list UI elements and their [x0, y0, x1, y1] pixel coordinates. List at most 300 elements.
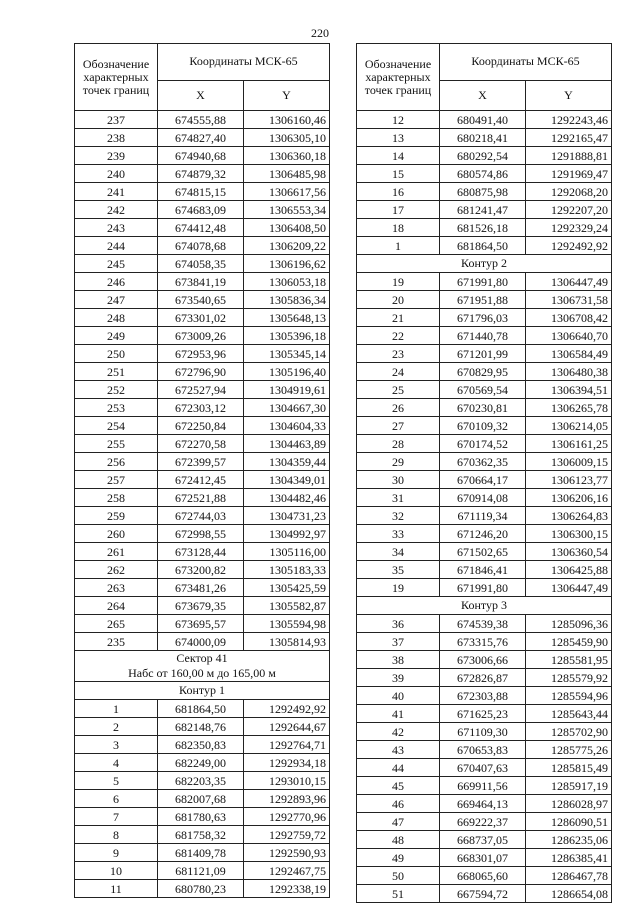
point-number: 46 [357, 795, 440, 813]
sector-subtitle: Набс от 160,00 м до 165,00 м [128, 666, 276, 680]
coord-x: 674940,68 [158, 147, 244, 165]
point-number: 38 [357, 651, 440, 669]
coord-x: 673481,26 [158, 579, 244, 597]
coord-x: 673009,26 [158, 327, 244, 345]
table-row [75, 471, 330, 489]
coord-x: 680875,98 [440, 183, 526, 201]
coord-x: 672303,88 [440, 687, 526, 705]
coord-y: 1304359,44 [244, 453, 330, 471]
coord-y: 1306009,15 [526, 453, 612, 471]
coord-x: 680491,40 [440, 111, 526, 129]
coord-x: 672250,84 [158, 417, 244, 435]
table-row [357, 705, 612, 723]
table-row [357, 399, 612, 417]
coord-x: 670407,63 [440, 759, 526, 777]
coord-y: 1292759,72 [244, 826, 330, 844]
coord-x: 681409,78 [158, 844, 244, 862]
table-row [357, 219, 612, 237]
coord-x: 668301,07 [440, 849, 526, 867]
coord-y: 1305648,13 [244, 309, 330, 327]
point-number: 26 [357, 399, 440, 417]
coord-y: 1292068,20 [526, 183, 612, 201]
coord-y: 1291969,47 [526, 165, 612, 183]
coord-y: 1306305,10 [244, 129, 330, 147]
table-row [357, 129, 612, 147]
table-row [75, 291, 330, 309]
table-row [75, 736, 330, 754]
table-row [357, 471, 612, 489]
point-number: 44 [357, 759, 440, 777]
coord-x: 672399,57 [158, 453, 244, 471]
coord-y: 1306161,25 [526, 435, 612, 453]
table-row [357, 507, 612, 525]
table-row [75, 417, 330, 435]
point-number: 47 [357, 813, 440, 831]
table-row [75, 826, 330, 844]
coord-x: 674815,15 [158, 183, 244, 201]
coord-y: 1304667,30 [244, 399, 330, 417]
coord-x: 667594,72 [440, 885, 526, 903]
point-number: 265 [75, 615, 158, 633]
coord-y: 1292467,75 [244, 862, 330, 880]
coord-x: 680574,86 [440, 165, 526, 183]
coord-y: 1306425,88 [526, 561, 612, 579]
point-number: 37 [357, 633, 440, 651]
point-number: 238 [75, 129, 158, 147]
table-row [75, 147, 330, 165]
header-coordinates: Координаты МСК-65 [440, 44, 612, 81]
right-contour-3-block [357, 597, 612, 615]
coord-y: 1306360,18 [244, 147, 330, 165]
coord-y: 1285815,49 [526, 759, 612, 777]
point-number: 30 [357, 471, 440, 489]
coord-x: 681780,63 [158, 808, 244, 826]
coord-x: 669911,56 [440, 777, 526, 795]
coord-x: 671109,30 [440, 723, 526, 741]
point-number: 243 [75, 219, 158, 237]
table-row [357, 777, 612, 795]
sector-heading [75, 651, 330, 682]
coord-x: 670174,52 [440, 435, 526, 453]
coord-x: 672270,58 [158, 435, 244, 453]
point-number: 253 [75, 399, 158, 417]
coord-y: 1306300,15 [526, 525, 612, 543]
coord-y: 1286385,41 [526, 849, 612, 867]
coord-x: 672953,96 [158, 345, 244, 363]
table-row [357, 723, 612, 741]
coord-y: 1304731,23 [244, 507, 330, 525]
table-row [75, 525, 330, 543]
point-number: 32 [357, 507, 440, 525]
point-number: 4 [75, 754, 158, 772]
table-row [357, 201, 612, 219]
table-row [357, 759, 612, 777]
coord-y: 1292590,93 [244, 844, 330, 862]
point-number: 3 [75, 736, 158, 754]
table-row [357, 147, 612, 165]
coord-x: 673301,02 [158, 309, 244, 327]
table-row [75, 790, 330, 808]
coord-x: 681864,50 [440, 237, 526, 255]
table-row [75, 862, 330, 880]
point-number: 25 [357, 381, 440, 399]
point-number: 8 [75, 826, 158, 844]
coord-x: 682148,76 [158, 718, 244, 736]
coord-x: 673695,57 [158, 615, 244, 633]
table-row [357, 111, 612, 129]
coordinates-table-right [356, 43, 612, 903]
coord-y: 1285459,90 [526, 633, 612, 651]
coord-x: 671991,80 [440, 273, 526, 291]
coord-x: 671502,65 [440, 543, 526, 561]
table-row [357, 741, 612, 759]
table-row [75, 381, 330, 399]
coord-x: 668737,05 [440, 831, 526, 849]
coord-y: 1285096,36 [526, 615, 612, 633]
coord-y: 1304992,97 [244, 525, 330, 543]
table-row [75, 489, 330, 507]
point-number: 235 [75, 633, 158, 651]
table-row [75, 165, 330, 183]
coord-y: 1286090,51 [526, 813, 612, 831]
point-number: 18 [357, 219, 440, 237]
left-rows-part1 [75, 111, 330, 651]
coord-x: 673006,66 [440, 651, 526, 669]
coord-y: 1305594,98 [244, 615, 330, 633]
table-row [75, 561, 330, 579]
coord-x: 681241,47 [440, 201, 526, 219]
coord-x: 674555,88 [158, 111, 244, 129]
point-number: 43 [357, 741, 440, 759]
point-number: 21 [357, 309, 440, 327]
header-coordinates: Координаты МСК-65 [158, 44, 330, 81]
coord-x: 673200,82 [158, 561, 244, 579]
point-number: 247 [75, 291, 158, 309]
coord-x: 670230,81 [440, 399, 526, 417]
right-contour-2-block [357, 255, 612, 273]
header-designation: Обозначение характерных точек границ [75, 44, 158, 111]
point-number: 36 [357, 615, 440, 633]
table-row [357, 489, 612, 507]
table-row [75, 633, 330, 651]
point-number: 19 [357, 273, 440, 291]
header-y: Y [244, 80, 330, 110]
coord-x: 671951,88 [440, 291, 526, 309]
point-number: 15 [357, 165, 440, 183]
coord-x: 673679,35 [158, 597, 244, 615]
point-number: 29 [357, 453, 440, 471]
table-row [357, 831, 612, 849]
coord-y: 1292338,19 [244, 880, 330, 898]
coord-x: 670362,35 [440, 453, 526, 471]
table-row [357, 867, 612, 885]
coord-y: 1306584,49 [526, 345, 612, 363]
table-row [75, 754, 330, 772]
coord-y: 1286654,08 [526, 885, 612, 903]
coord-x: 682203,35 [158, 772, 244, 790]
right-rows-part1 [357, 111, 612, 255]
point-number: 244 [75, 237, 158, 255]
coord-x: 674412,48 [158, 219, 244, 237]
coord-x: 669464,13 [440, 795, 526, 813]
table-row [357, 309, 612, 327]
coord-y: 1285594,96 [526, 687, 612, 705]
table-row [75, 255, 330, 273]
point-number: 31 [357, 489, 440, 507]
coord-y: 1306617,56 [244, 183, 330, 201]
coord-y: 1292492,92 [526, 237, 612, 255]
point-number: 28 [357, 435, 440, 453]
table-row [75, 273, 330, 291]
coord-x: 681864,50 [158, 700, 244, 718]
table-row [357, 669, 612, 687]
coord-y: 1306264,83 [526, 507, 612, 525]
coord-x: 680218,41 [440, 129, 526, 147]
point-number: 257 [75, 471, 158, 489]
coord-y: 1292329,24 [526, 219, 612, 237]
table-row [75, 111, 330, 129]
table-row [75, 219, 330, 237]
point-number: 20 [357, 291, 440, 309]
coord-y: 1304349,01 [244, 471, 330, 489]
coord-y: 1306123,77 [526, 471, 612, 489]
coord-y: 1291888,81 [526, 147, 612, 165]
coord-x: 669222,37 [440, 813, 526, 831]
point-number: 6 [75, 790, 158, 808]
contour-1-heading: Контур 1 [75, 682, 330, 700]
coord-y: 1306214,05 [526, 417, 612, 435]
coord-x: 671201,99 [440, 345, 526, 363]
coord-x: 668065,60 [440, 867, 526, 885]
table-row [75, 237, 330, 255]
table-row [75, 507, 330, 525]
coord-y: 1306206,16 [526, 489, 612, 507]
coord-y: 1285917,19 [526, 777, 612, 795]
coord-x: 674078,68 [158, 237, 244, 255]
coord-y: 1306485,98 [244, 165, 330, 183]
table-row [357, 579, 612, 597]
coord-y: 1285581,95 [526, 651, 612, 669]
point-number: 24 [357, 363, 440, 381]
coord-x: 671625,23 [440, 705, 526, 723]
coord-y: 1286467,78 [526, 867, 612, 885]
table-row [75, 844, 330, 862]
point-number: 258 [75, 489, 158, 507]
left-sector-block [75, 651, 330, 700]
table-row [357, 345, 612, 363]
coord-y: 1305116,00 [244, 543, 330, 561]
table-row [357, 327, 612, 345]
coord-x: 673841,19 [158, 273, 244, 291]
table-row [357, 183, 612, 201]
table-row [75, 543, 330, 561]
coord-x: 682249,00 [158, 754, 244, 772]
point-number: 1 [75, 700, 158, 718]
table-row [357, 237, 612, 255]
point-number: 251 [75, 363, 158, 381]
coord-y: 1306394,51 [526, 381, 612, 399]
point-number: 11 [75, 880, 158, 898]
table-row [357, 363, 612, 381]
table-row [357, 453, 612, 471]
coord-y: 1305396,18 [244, 327, 330, 345]
coord-x: 670914,08 [440, 489, 526, 507]
coord-x: 674879,32 [158, 165, 244, 183]
point-number: 10 [75, 862, 158, 880]
header-designation: Обозначение характерных точек границ [357, 44, 440, 111]
point-number: 39 [357, 669, 440, 687]
coord-x: 674539,38 [440, 615, 526, 633]
point-number: 19 [357, 579, 440, 597]
coord-y: 1305345,14 [244, 345, 330, 363]
table-row [75, 597, 330, 615]
coord-x: 671846,41 [440, 561, 526, 579]
coord-x: 681758,32 [158, 826, 244, 844]
point-number: 250 [75, 345, 158, 363]
coord-y: 1293010,15 [244, 772, 330, 790]
table-row [357, 651, 612, 669]
coord-y: 1304604,33 [244, 417, 330, 435]
coord-y: 1306480,38 [526, 363, 612, 381]
table-row [357, 813, 612, 831]
point-number: 259 [75, 507, 158, 525]
coord-x: 672826,87 [440, 669, 526, 687]
table-row [357, 273, 612, 291]
table-row [357, 615, 612, 633]
coord-x: 671119,34 [440, 507, 526, 525]
coord-y: 1306447,49 [526, 273, 612, 291]
point-number: 49 [357, 849, 440, 867]
coord-x: 673128,44 [158, 543, 244, 561]
coord-x: 671796,03 [440, 309, 526, 327]
coord-y: 1292207,20 [526, 201, 612, 219]
coord-y: 1304482,46 [244, 489, 330, 507]
coord-x: 682007,68 [158, 790, 244, 808]
table-row [357, 849, 612, 867]
coord-x: 672744,03 [158, 507, 244, 525]
point-number: 22 [357, 327, 440, 345]
coord-x: 682350,83 [158, 736, 244, 754]
table-row [357, 165, 612, 183]
coord-y: 1304919,61 [244, 381, 330, 399]
point-number: 262 [75, 561, 158, 579]
coord-y: 1306360,54 [526, 543, 612, 561]
table-row [75, 345, 330, 363]
coord-x: 680780,23 [158, 880, 244, 898]
coord-y: 1305183,33 [244, 561, 330, 579]
point-number: 260 [75, 525, 158, 543]
point-number: 12 [357, 111, 440, 129]
coord-y: 1292764,71 [244, 736, 330, 754]
coord-y: 1306196,62 [244, 255, 330, 273]
header-x: X [440, 80, 526, 110]
coord-x: 670109,32 [440, 417, 526, 435]
coord-y: 1306160,46 [244, 111, 330, 129]
table-row [357, 885, 612, 903]
point-number: 252 [75, 381, 158, 399]
sector-title: Сектор 41 [176, 651, 228, 665]
coord-y: 1306708,42 [526, 309, 612, 327]
point-number: 237 [75, 111, 158, 129]
point-number: 254 [75, 417, 158, 435]
table-row [357, 633, 612, 651]
coord-y: 1306053,18 [244, 273, 330, 291]
point-number: 50 [357, 867, 440, 885]
point-number: 45 [357, 777, 440, 795]
point-number: 256 [75, 453, 158, 471]
point-number: 9 [75, 844, 158, 862]
point-number: 42 [357, 723, 440, 741]
point-number: 51 [357, 885, 440, 903]
coord-y: 1292644,67 [244, 718, 330, 736]
coord-y: 1306265,78 [526, 399, 612, 417]
header-x: X [158, 80, 244, 110]
table-row [75, 309, 330, 327]
coord-x: 672412,45 [158, 471, 244, 489]
page-number: 220 [311, 26, 329, 40]
coord-x: 671440,78 [440, 327, 526, 345]
coord-x: 670653,83 [440, 741, 526, 759]
coord-x: 673315,76 [440, 633, 526, 651]
table-row [75, 399, 330, 417]
coord-y: 1292165,47 [526, 129, 612, 147]
table-row [75, 183, 330, 201]
coord-x: 681121,09 [158, 862, 244, 880]
point-number: 242 [75, 201, 158, 219]
coord-x: 672527,94 [158, 381, 244, 399]
contour-3-heading: Контур 3 [357, 597, 612, 615]
point-number: 246 [75, 273, 158, 291]
point-number: 240 [75, 165, 158, 183]
coord-y: 1285702,90 [526, 723, 612, 741]
coord-y: 1292492,92 [244, 700, 330, 718]
coord-x: 670569,54 [440, 381, 526, 399]
table-row [357, 525, 612, 543]
coord-y: 1286028,97 [526, 795, 612, 813]
table-row [75, 615, 330, 633]
table-row [75, 579, 330, 597]
coord-x: 670664,17 [440, 471, 526, 489]
coord-y: 1306209,22 [244, 237, 330, 255]
contour-2-heading: Контур 2 [357, 255, 612, 273]
coord-y: 1285579,92 [526, 669, 612, 687]
table-row [357, 687, 612, 705]
table-row [75, 435, 330, 453]
left-rows-part2 [75, 700, 330, 898]
coord-x: 671246,20 [440, 525, 526, 543]
point-number: 27 [357, 417, 440, 435]
point-number: 33 [357, 525, 440, 543]
point-number: 1 [357, 237, 440, 255]
table-row [75, 327, 330, 345]
point-number: 13 [357, 129, 440, 147]
coord-y: 1305582,87 [244, 597, 330, 615]
table-row [75, 880, 330, 898]
right-rows-part3 [357, 615, 612, 903]
header-y: Y [526, 80, 612, 110]
point-number: 48 [357, 831, 440, 849]
table-row [75, 700, 330, 718]
point-number: 40 [357, 687, 440, 705]
coord-y: 1305196,40 [244, 363, 330, 381]
table-row [357, 543, 612, 561]
coord-x: 680292,54 [440, 147, 526, 165]
table-row [75, 453, 330, 471]
coord-x: 671991,80 [440, 579, 526, 597]
table-row [75, 363, 330, 381]
coord-y: 1286235,06 [526, 831, 612, 849]
coord-y: 1305814,93 [244, 633, 330, 651]
